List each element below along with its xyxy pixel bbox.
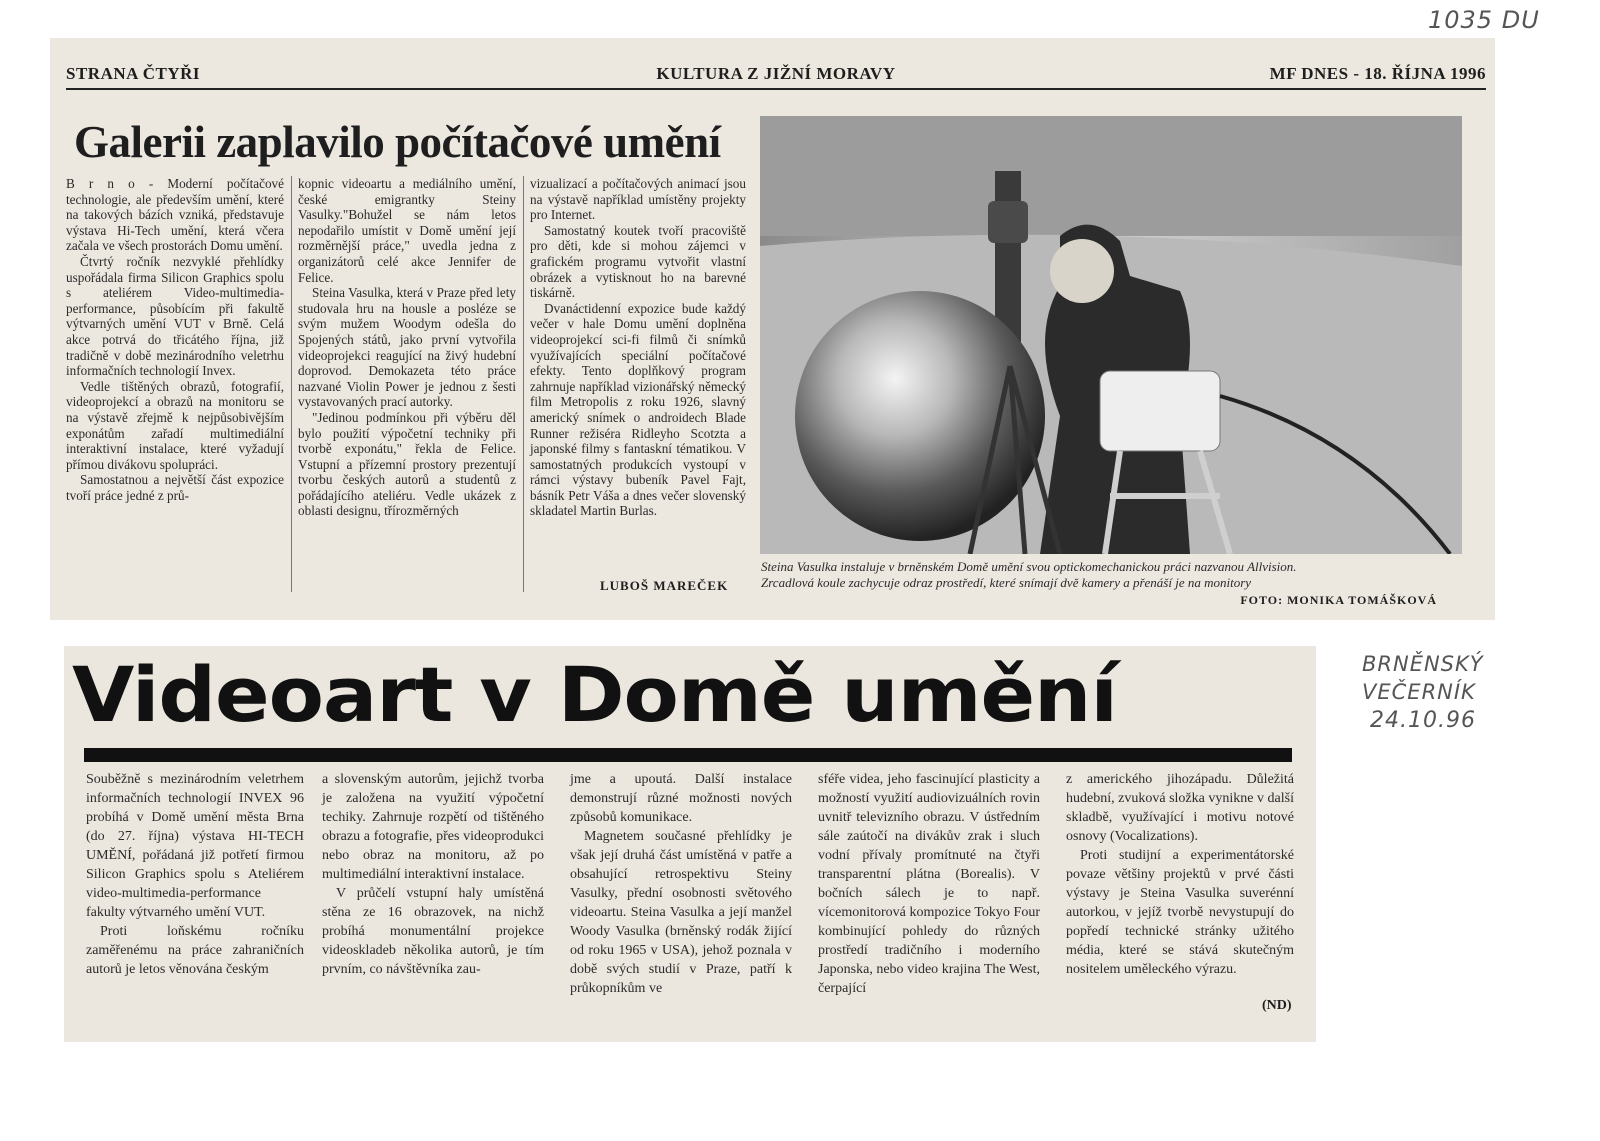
article-column-1: [66, 176, 284, 503]
paragraph: B r n o - Moderní počítačové technologie, ale především umění, které na takových bázích vzniká, představuje výstava Hi-Tech umění, která včera začala ve všech prostorách Domu umění.: [66, 176, 284, 254]
article-column-1: [86, 770, 304, 979]
page-header: [66, 64, 1486, 86]
handwritten-source-date: 24.10.96: [1370, 708, 1476, 733]
handwritten-source-name: BRNĚNSKÝ: [1362, 652, 1484, 676]
paragraph: vizualizací a počítačových animací jsou na výstavě například umístěny projekty pro Internet.: [530, 176, 746, 223]
paragraph: V průčelí vstupní haly umístěná stěna ze 16 obrazovek, na nichž probíhá monumentální projekce videoskladeb několika autorů, je tím prvním, co návštěvníka zau-: [322, 886, 544, 977]
paragraph: a slovenským autorům, jejichž tvorba je založena na využití výpočetní techiky. Zahrnuje rozpětí od tištěného obrazu a fotografie, přes videoprodukci nebo obraz na monitoru, až po multimediální interaktivní instalace.: [322, 772, 544, 882]
paragraph: Vedle tištěných obrazů, fotografií, videoprojekcí a obrazů na monitoru se na výstavě zřejmě k nejpůsobivějším exponátům zařadí multimediální interaktivní instalace, které vyžadují přímou divákovu spolupráci.: [66, 378, 284, 472]
projector-box: [1100, 371, 1220, 451]
newspaper-date: MF DNES - 18. ŘÍJNA 1996: [1269, 64, 1486, 83]
paragraph: "Jedinou podmínkou při výběru děl bylo použití výpočetní techniky při tvorbě exponátu," řekla de Felice. Vstupní a přízemní prostory prezentují tvorbu českých autorů a studentů z pořádajícího ateliéru. Vedle ukázek z oblasti designu, třírozměrných: [298, 409, 516, 519]
paragraph: Magnetem současné přehlídky je však její druhá část umístěná v patře a obsahující retrospektivu Steiny Vasulky, přední osobnosti světového videoartu. Steina Vasulka a její manžel Woody Vasulka (brněnský rodák žijící od roku 1965 v USA), jehož poznala v době svých studií v Praze, patří k průkopníkům ve: [570, 829, 792, 996]
paragraph: Proti loňskému ročníku zaměřenému na práce zahraničních autorů je letos věnována českým: [86, 924, 304, 977]
clipping-vecernik: [64, 646, 1316, 1042]
author-byline: LUBOŠ MAREČEK: [600, 578, 729, 593]
header-rule: [66, 88, 1486, 90]
photo-caption: [761, 559, 1461, 591]
paragraph: z amerického jihozápadu. Důležitá hudební, zvuková složka vynikne v další skladbě, využívající i motivu notové osnovy (Vocalizations).: [1066, 772, 1294, 844]
paragraph: kopnic videoartu a mediálního umění, české emigrantky Steiny Vasulky."Bohužel se nám letos nepodařilo umístit v Domě umění její rozměrnější práce," uvedla jedna z organizátorů celé akce Jennifer de Felice.: [298, 176, 516, 285]
paragraph: jme a upoutá. Další instalace demonstrují různé možnosti nových způsobů komunikace.: [570, 772, 792, 825]
paragraph: Dvanáctidenní expozice bude každý večer v hale Domu umění doplněna videoprojekcí sci-fi filmů či snímků využívajících speciální počítačové efekty. Tento doplňkový program zahrnuje například vizionářský německý film Metropolis z roku 1926, slavný americký snímek o androidech Blade Runner režiséra Ridleyho Scotzta a japonské filmy s fantaskní tématikou. V samostatných produkcích vystoupí v rámci výstavy bubeník Pavel Fajt, básník Petr Váša a dnes večer slovenský skladatel Martin Burlas.: [530, 300, 746, 519]
paragraph: Samostatnou a největší část expozice tvoří práce jedné z prů-: [66, 472, 284, 503]
page-section-center: KULTURA Z JIŽNÍ MORAVY: [656, 64, 896, 83]
caption-line-2: Zrcadlová koule zachycuje odraz prostředí, které snímají dvě kamery a přenáší je na monitory: [761, 575, 1252, 590]
headline-rule: [84, 748, 1292, 762]
article-photo: [760, 116, 1462, 554]
paragraph: Proti studijní a experimentátorské povaze většiny projektů v prvé části výstavy je Steina Vasulka suverénní autorkou, v jejíž tvorbě nevystupují do popředí technické stránky užitého média, které se stává skutečným nositelem uměleckého výrazu.: [1066, 848, 1294, 977]
person-head: [1050, 239, 1114, 303]
paragraph: Samostatný koutek tvoří pracoviště pro děti, kde si mohou zájemci v grafickém programu vytvořit vlastní obrázek a vytisknout ho na barevné tiskárně.: [530, 222, 746, 301]
wall-panel: [760, 116, 1462, 236]
page-section-left: STRANA ČTYŘI: [66, 64, 200, 83]
handwritten-source-name-2: VEČERNÍK: [1362, 680, 1476, 704]
paragraph: Steina Vasulka, která v Praze před lety studovala hru na housle a posléze se svým mužem Woodym odešla do Spojených států, jako první vytvořila videoprojekci reagující na živý hudební doprovod. Demokazeta této práce nazvané Violin Power je jednou z šesti vystavovaných prací autorky.: [298, 285, 516, 410]
camera-lens: [988, 201, 1028, 243]
paragraph: Souběžně s mezinárodním veletrhem informačních technologií INVEX 96 probíhá v Domě umění města Brna (do 27. října) výstava HI-TECH UMĚNÍ, pořádaná již potřetí firmou Silicon Graphics spolu s Ateliérem video-multimedia-performance fakulty výtvarného umění VUT.: [86, 772, 304, 920]
caption-line-1: Steina Vasulka instaluje v brněnském Domě umění svou optickomechanickou práci nazvanou Allvision.: [761, 559, 1297, 574]
paragraph: Čtvrtý ročník nezvyklé přehlídky uspořádala firma Silicon Graphics spolu s ateliérem Video-multimedia-performance, působícím při fakultě výtvarných umění VUT v Brně. Celá akce potrvá do třicátého října, již tradičně v době mezinárodního veletrhu informačních technologií Invex.: [66, 253, 284, 379]
handwritten-archive-number: 1035 DU: [1428, 6, 1540, 34]
article-headline: Galerii zaplavilo počítačové umění: [74, 117, 721, 167]
column-divider: [291, 176, 292, 592]
column-divider: [523, 176, 524, 592]
article-column-5: [1066, 770, 1294, 979]
paragraph: sféře videa, jeho fascinující plasticity a možností využití audiovizuálních rovin uvnitř televizního obrazu. V ústředním sále zaútočí na divákův zrak i sluch vodní přívaly promítnuté na čtyři transparentní plátna (Borealis). V bočních sálech je to např. vícemonitorová kompozice Tokyo Four kombinující pohledy do různých prostředí tradičního i moderního Japonska, nebo video krajina The West, čerpající: [818, 772, 1040, 996]
article-column-3: [530, 176, 746, 519]
mirror-sphere: [795, 291, 1045, 541]
photo-credit: FOTO: MONIKA TOMÁŠKOVÁ: [1240, 593, 1437, 607]
article-column-3: [570, 770, 792, 998]
article-headline-2: Videoart v Domě umění: [72, 650, 1117, 739]
article-column-4: [818, 770, 1040, 998]
author-signature: (ND): [1262, 998, 1292, 1013]
clipping-mf-dnes: [50, 38, 1495, 620]
article-column-2: [298, 176, 516, 519]
article-column-2: [322, 770, 544, 979]
